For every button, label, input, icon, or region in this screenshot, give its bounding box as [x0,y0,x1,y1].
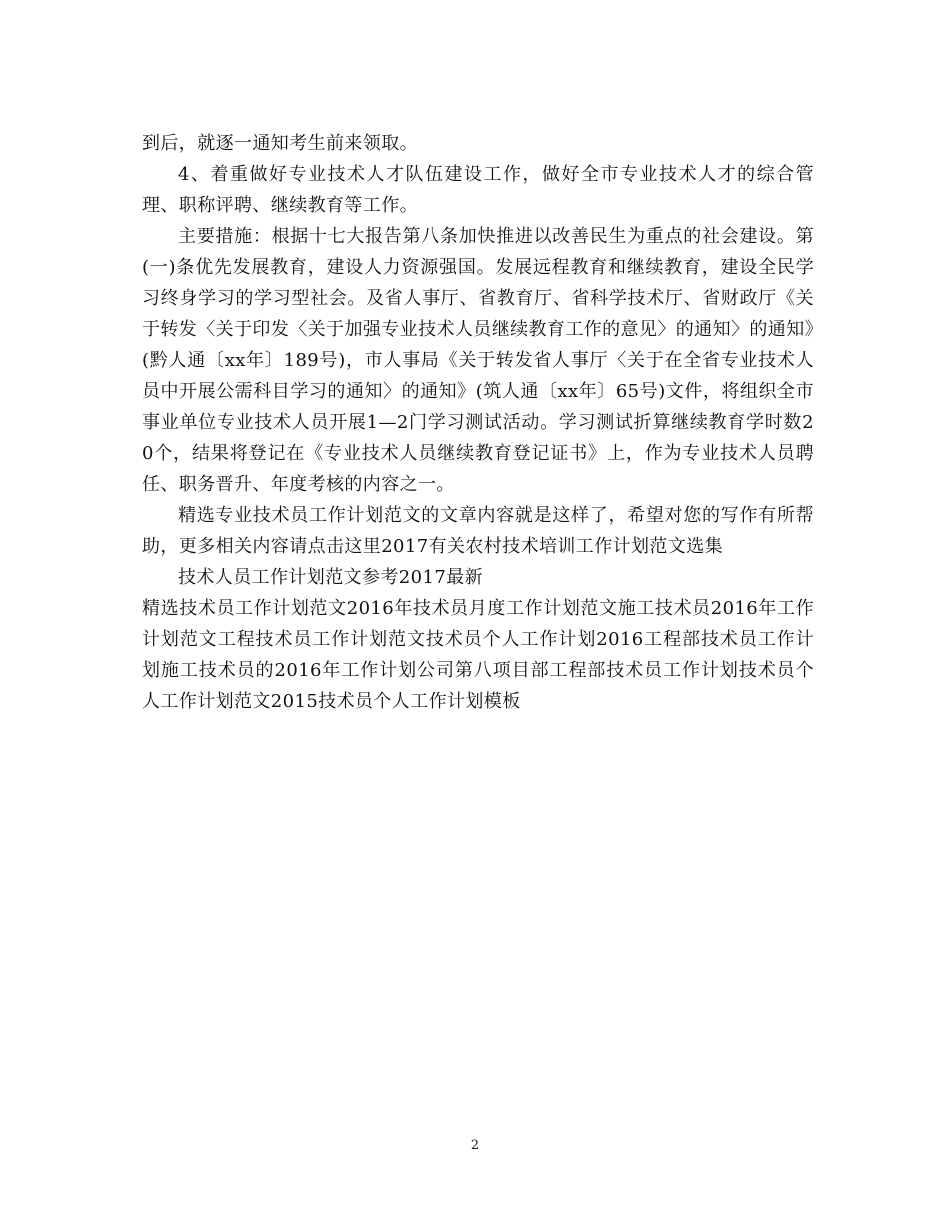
paragraph-3: 主要措施：根据十七大报告第八条加快推进以改善民生为重点的社会建设。第(一)条优先发展教育，建设人力资源强国。发展远程教育和继续教育，建设全民学习终身学习的学习型社会。及省人事厅、省教育厅、省科学技术厅、省财政厅《关于转发〈关于印发〈关于加强专业技术人员继续教育工作的意见〉的通知〉的通知》(黔人通〔xx年〕189号)，市人事局《关于转发省人事厅〈关于在全省专业技术人员中开展公需科目学习的通知〉的通知》(筑人通〔xx年〕65号)文件，将组织全市事业单位专业技术人员开展1—2门学习测试活动。学习测试折算继续教育学时数20个，结果将登记在《专业技术人员继续教育登记证书》上，作为专业技术人员聘任、职务晋升、年度考核的内容之一。 [142,226,814,495]
document-body [142,128,814,717]
paragraph-1: 到后，就逐一通知考生前来领取。 [142,133,418,154]
page-number: 2 [470,1138,480,1153]
paragraph-5: 技术人员工作计划范文参考2017最新 [178,567,484,588]
paragraph-2: 4、着重做好专业技术人才队伍建设工作，做好全市专业技术人才的综合管理、职称评聘、继续教育等工作。 [142,164,814,216]
paragraph-4: 精选专业技术员工作计划范文的文章内容就是这样了，希望对您的写作有所帮助，更多相关内容请点击这里2017有关农村技术培训工作计划范文选集 [142,505,814,557]
paragraph-6: 精选技术员工作计划范文2016年技术员月度工作计划范文施工技术员2016年工作计划范文工程技术员工作计划范文技术员个人工作计划2016工程部技术员工作计划施工技术员的2016年工作计划公司第八项目部工程部技术员工作计划技术员个人工作计划范文2015技术员个人工作计划模板 [142,598,814,712]
